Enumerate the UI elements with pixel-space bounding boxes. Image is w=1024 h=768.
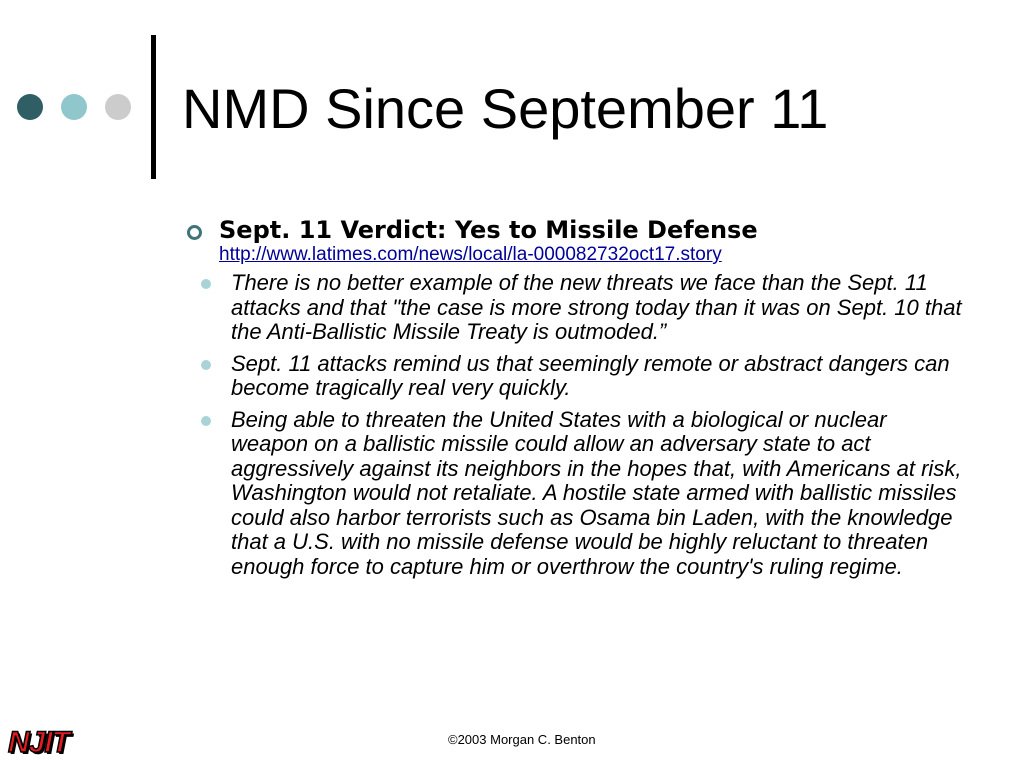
copyright-footer: ©2003 Morgan C. Benton — [448, 732, 596, 747]
subbullet-list — [185, 271, 965, 579]
teal-dot-icon — [61, 94, 87, 120]
dot-bullet-icon — [201, 416, 211, 426]
gray-dot-icon — [105, 94, 131, 120]
subbullet-item — [185, 408, 965, 580]
subbullet-item — [185, 352, 965, 401]
bullet-heading: Sept. 11 Verdict: Yes to Missile Defense — [219, 216, 758, 244]
dot-bullet-icon — [201, 360, 211, 370]
njit-logo: NJIT — [8, 726, 70, 759]
subbullet-text: Sept. 11 attacks remind us that seemingly remote or abstract dangers can become tragically real very quickly. — [231, 350, 950, 400]
subbullet-text: There is no better example of the new threats we face than the Sept. 11 attacks and that "the case is more strong today than it was on Sept. 10 that the Anti-Ballistic Missile Treaty is outmoded.” — [231, 270, 962, 344]
source-link[interactable]: http://www.latimes.com/news/local/la-000082732oct17.story — [219, 244, 722, 265]
slide-content — [185, 213, 965, 586]
subbullet-item — [185, 271, 965, 345]
ring-bullet-icon — [187, 225, 202, 240]
dot-bullet-icon — [201, 279, 211, 289]
title-divider — [151, 35, 156, 179]
slide-title: NMD Since September 11 — [182, 77, 829, 140]
bullet-level1 — [185, 213, 965, 266]
subbullet-text: Being able to threaten the United States with a biological or nuclear weapon on a ballistic missile could allow an adversary state to act aggressively against its neighbors in the hopes that, with Americans at risk, Washington would not retaliate. A hostile state armed with ballistic missiles could also harbor terrorists such as Osama bin Laden, with the knowledge that a U.S. with no missile defense would be highly reluctant to threaten enough force to capture him or overthrow the country's ruling regime. — [231, 406, 962, 579]
dark-dot-icon — [17, 94, 43, 120]
